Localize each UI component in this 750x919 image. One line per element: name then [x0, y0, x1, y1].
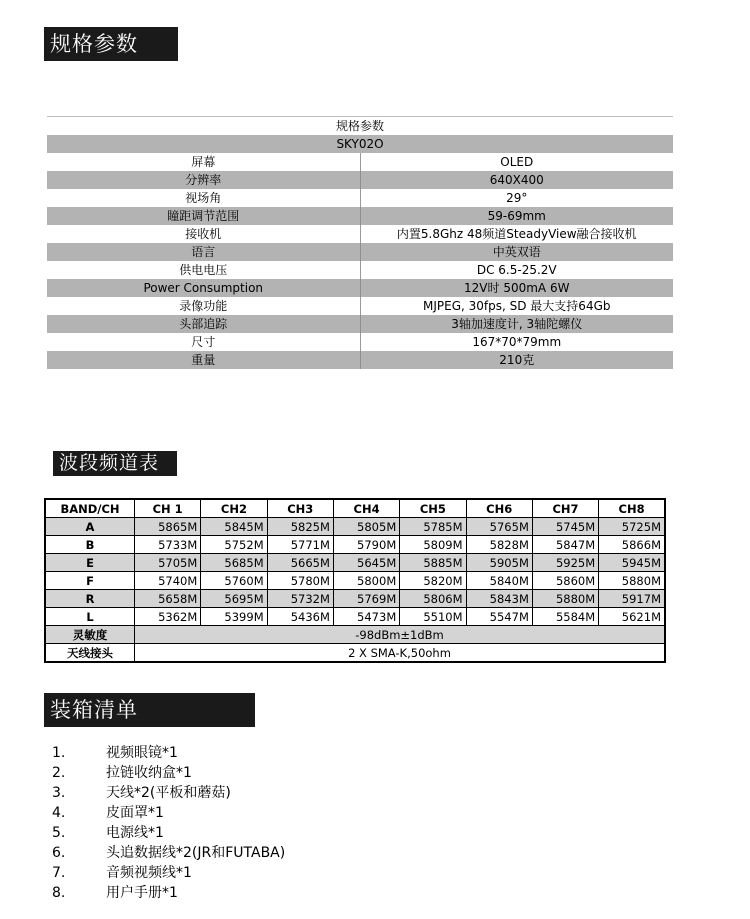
band-table-header: CH4 — [333, 499, 399, 518]
list-item-text: 皮面罩*1 — [106, 805, 164, 821]
spec-label: 录像功能 — [47, 297, 360, 315]
spec-value: DC 6.5-25.2V — [360, 261, 673, 279]
band-cell: 5785M — [400, 518, 466, 536]
spec-value: 内置5.8Ghz 48频道SteadyView融合接收机 — [360, 225, 673, 243]
band-cell: 5765M — [466, 518, 532, 536]
list-item-number: 1. — [52, 745, 66, 761]
band-cell: 5880M — [599, 572, 665, 590]
spec-label: 视场角 — [47, 189, 360, 207]
spec-value: 中英双语 — [360, 243, 673, 261]
spec-row — [47, 315, 673, 333]
sensitivity-label: 灵敏度 — [45, 626, 135, 644]
band-cell: 5917M — [599, 590, 665, 608]
band-label: F — [45, 572, 135, 590]
band-cell: 5925M — [532, 554, 598, 572]
band-row — [45, 608, 665, 626]
band-table-header: CH8 — [599, 499, 665, 518]
band-label: A — [45, 518, 135, 536]
list-item-text: 用户手册*1 — [106, 885, 178, 901]
band-cell: 5790M — [333, 536, 399, 554]
spec-table-header: 规格参数 — [47, 117, 673, 136]
band-table-header: CH5 — [400, 499, 466, 518]
spec-value: MJPEG, 30fps, SD 最大支持64Gb — [360, 297, 673, 315]
band-table-header: CH2 — [201, 499, 267, 518]
band-cell: 5885M — [400, 554, 466, 572]
list-item — [52, 803, 285, 823]
band-cell: 5865M — [135, 518, 201, 536]
spec-value: OLED — [360, 153, 673, 171]
list-item — [52, 743, 285, 763]
band-cell: 5820M — [400, 572, 466, 590]
band-cell: 5780M — [267, 572, 333, 590]
list-item — [52, 883, 285, 903]
band-cell: 5809M — [400, 536, 466, 554]
band-table-header: CH3 — [267, 499, 333, 518]
list-item — [52, 843, 285, 863]
list-item-number: 5. — [52, 825, 66, 841]
band-table-header: CH7 — [532, 499, 598, 518]
specs-section-heading: 规格参数 — [44, 27, 178, 61]
band-row — [45, 572, 665, 590]
band-cell: 5473M — [333, 608, 399, 626]
band-table-header: CH6 — [466, 499, 532, 518]
band-cell: 5945M — [599, 554, 665, 572]
packing-list — [52, 743, 285, 903]
band-cell: 5436M — [267, 608, 333, 626]
antenna-label: 天线接头 — [45, 644, 135, 663]
band-cell: 5705M — [135, 554, 201, 572]
list-item-text: 音频视频线*1 — [106, 865, 192, 881]
band-cell: 5845M — [201, 518, 267, 536]
band-cell: 5752M — [201, 536, 267, 554]
spec-row — [47, 297, 673, 315]
band-cell: 5771M — [267, 536, 333, 554]
band-cell: 5866M — [599, 536, 665, 554]
spec-label: 语言 — [47, 243, 360, 261]
band-channel-table — [44, 498, 666, 663]
band-label: B — [45, 536, 135, 554]
spec-row — [47, 279, 673, 297]
list-item-text: 电源线*1 — [106, 825, 164, 841]
list-item — [52, 863, 285, 883]
band-cell: 5825M — [267, 518, 333, 536]
list-item — [52, 823, 285, 843]
band-label: E — [45, 554, 135, 572]
list-item-text: 拉链收纳盒*1 — [106, 765, 192, 781]
band-cell: 5584M — [532, 608, 598, 626]
spec-row — [47, 243, 673, 261]
band-label: R — [45, 590, 135, 608]
band-cell: 5828M — [466, 536, 532, 554]
antenna-value: 2 X SMA-K,50ohm — [135, 644, 666, 663]
band-cell: 5547M — [466, 608, 532, 626]
list-item-text: 视频眼镜*1 — [106, 745, 178, 761]
spec-label: 头部追踪 — [47, 315, 360, 333]
band-table-header-row — [45, 499, 665, 518]
band-cell: 5362M — [135, 608, 201, 626]
list-item-number: 7. — [52, 865, 66, 881]
spec-value: 29° — [360, 189, 673, 207]
spec-row — [47, 207, 673, 225]
spec-label: 接收机 — [47, 225, 360, 243]
band-cell: 5399M — [201, 608, 267, 626]
list-item-text: 头追数据线*2(JR和FUTABA) — [106, 845, 286, 861]
band-cell: 5740M — [135, 572, 201, 590]
spec-label: 重量 — [47, 351, 360, 369]
spec-label: 尺寸 — [47, 333, 360, 351]
list-item-number: 3. — [52, 785, 66, 801]
spec-table-model-row — [47, 135, 673, 153]
spec-row — [47, 351, 673, 369]
band-cell: 5843M — [466, 590, 532, 608]
spec-label: 瞳距调节范围 — [47, 207, 360, 225]
list-item-number: 4. — [52, 805, 66, 821]
list-item-number: 2. — [52, 765, 66, 781]
band-cell: 5840M — [466, 572, 532, 590]
band-cell: 5760M — [201, 572, 267, 590]
spec-value: 3轴加速度计, 3轴陀螺仪 — [360, 315, 673, 333]
list-item-text: 天线*2(平板和蘑菇) — [106, 785, 231, 801]
packing-section-heading: 装箱清单 — [44, 693, 255, 727]
band-cell: 5745M — [532, 518, 598, 536]
band-table-header: BAND/CH — [45, 499, 135, 518]
band-cell: 5645M — [333, 554, 399, 572]
spec-value: 210克 — [360, 351, 673, 369]
spec-label: 分辨率 — [47, 171, 360, 189]
list-item — [52, 763, 285, 783]
band-cell: 5732M — [267, 590, 333, 608]
band-cell: 5805M — [333, 518, 399, 536]
band-cell: 5806M — [400, 590, 466, 608]
band-cell: 5695M — [201, 590, 267, 608]
band-cell: 5847M — [532, 536, 598, 554]
band-row — [45, 518, 665, 536]
spec-row — [47, 153, 673, 171]
band-row — [45, 554, 665, 572]
spec-row — [47, 171, 673, 189]
band-cell: 5725M — [599, 518, 665, 536]
list-item-number: 8. — [52, 885, 66, 901]
band-cell: 5658M — [135, 590, 201, 608]
list-item-number: 6. — [52, 845, 66, 861]
sensitivity-value: -98dBm±1dBm — [135, 626, 666, 644]
band-cell: 5733M — [135, 536, 201, 554]
band-cell: 5800M — [333, 572, 399, 590]
spec-value: 167*70*79mm — [360, 333, 673, 351]
spec-table — [47, 116, 673, 369]
list-item — [52, 783, 285, 803]
spec-value: 12V时 500mA 6W — [360, 279, 673, 297]
spec-row — [47, 333, 673, 351]
spec-label: 屏幕 — [47, 153, 360, 171]
spec-label: 供电电压 — [47, 261, 360, 279]
spec-row — [47, 225, 673, 243]
spec-model: SKY02O — [47, 135, 673, 153]
spec-row — [47, 261, 673, 279]
sensitivity-row — [45, 626, 665, 644]
band-cell: 5905M — [466, 554, 532, 572]
band-cell: 5685M — [201, 554, 267, 572]
band-row — [45, 536, 665, 554]
band-cell: 5510M — [400, 608, 466, 626]
band-label: L — [45, 608, 135, 626]
band-cell: 5880M — [532, 590, 598, 608]
band-cell: 5621M — [599, 608, 665, 626]
band-table-header: CH 1 — [135, 499, 201, 518]
spec-table-header-row — [47, 117, 673, 136]
spec-row — [47, 189, 673, 207]
band-row — [45, 590, 665, 608]
spec-value: 59-69mm — [360, 207, 673, 225]
spec-label: Power Consumption — [47, 279, 360, 297]
band-cell: 5860M — [532, 572, 598, 590]
band-cell: 5665M — [267, 554, 333, 572]
band-section-heading: 波段频道表 — [53, 451, 177, 476]
band-cell: 5769M — [333, 590, 399, 608]
spec-value: 640X400 — [360, 171, 673, 189]
antenna-row — [45, 644, 665, 663]
